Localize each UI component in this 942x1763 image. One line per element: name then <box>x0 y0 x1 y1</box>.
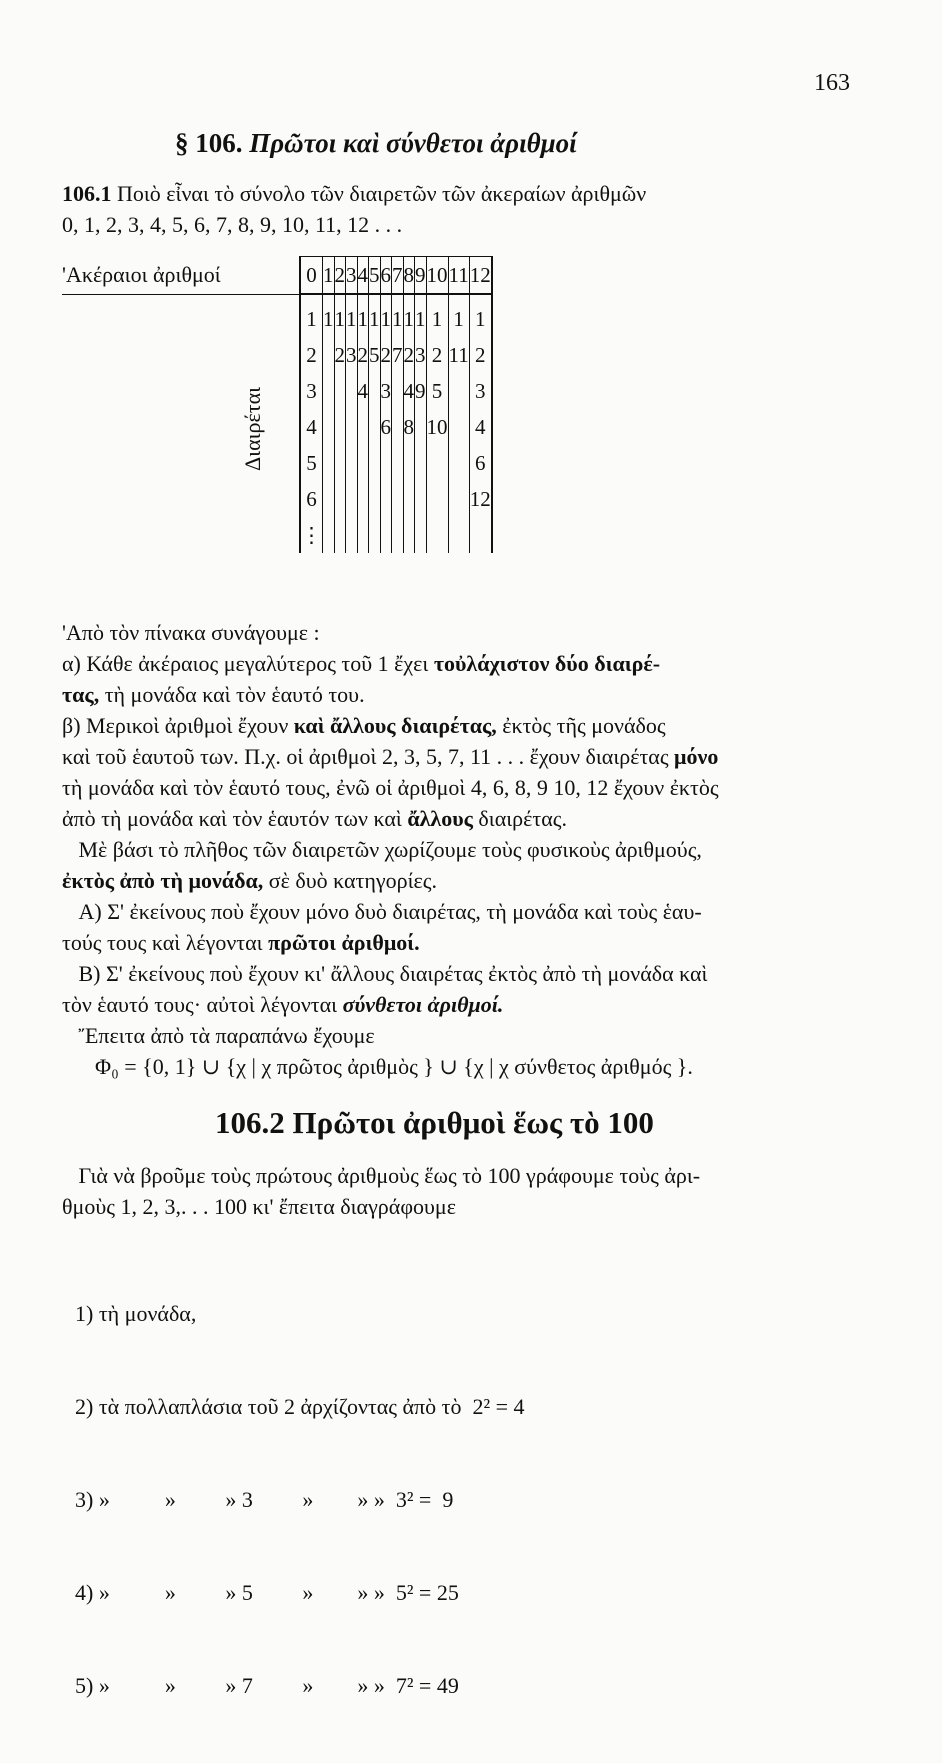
section-sign: § 106. <box>175 128 243 158</box>
integer-cell: 3 <box>346 257 358 295</box>
divisor-cell: 1 11 <box>448 294 469 553</box>
b-text-end: διαιρέτας. <box>478 806 567 831</box>
sieve-line-2: θμοὺς 1, 2, 3,. . . 100 κι' ἔπειτα διαγράφουμε <box>62 1194 456 1219</box>
integer-cell: 12 <box>469 257 492 295</box>
divisor-cell: 1 2 4 <box>357 294 369 553</box>
list-item: 1) τὴ μονάδα, <box>75 1301 197 1326</box>
divisor-cell: 1 <box>323 294 335 553</box>
prime-numbers-term: πρῶτοι ἀριθμοί. <box>268 930 420 955</box>
b-line-4: ἀπὸ τὴ μονάδα καὶ τὸν ἑαυτόν των καὶ <box>62 806 402 831</box>
b-emphasis: καὶ ἄλλους διαιρέτας, <box>293 713 497 738</box>
integer-cell: 5 <box>369 257 381 295</box>
divisor-row <box>300 294 492 553</box>
divisor-cell: 1 2 4 8 <box>403 294 415 553</box>
integer-cell: 10 <box>426 257 448 295</box>
list-item: 2) τὰ πολλαπλάσια τοῦ 2 ἀρχίζοντας ἀπὸ τὸ 2² = 4 <box>75 1394 525 1419</box>
B-line-1: Β) Σ' ἐκείνους ποὺ ἔχουν κι' ἄλλους διαιρέτας ἐκτὸς ἀπὸ τὴ μονάδα καὶ <box>78 961 708 986</box>
a-text: α) Κάθε ἀκέραιος μεγαλύτερος τοῦ 1 ἔχει <box>62 651 429 676</box>
paragraph-106-1 <box>62 178 842 240</box>
paragraph-106-2 <box>62 1160 842 1222</box>
integer-cell: 11 <box>448 257 469 295</box>
divisor-cell: 1 2 3 4 5 6 ⋮ <box>300 294 323 553</box>
divisor-grid <box>299 256 493 553</box>
section-heading-106-2: 106.2 Πρῶτοι ἀριθμοὶ ἕως τὸ 100 <box>215 1105 654 1140</box>
list-item: 5) » » » 7 » » » 7² = 49 <box>75 1673 459 1698</box>
c-text-end: σὲ δυὸ κατηγορίες. <box>268 868 437 893</box>
b-text: β) Μερικοὶ ἀριθμοὶ ἔχουν <box>62 713 289 738</box>
integer-cell: 6 <box>380 257 392 295</box>
composite-numbers-term: σύνθετοι ἀριθμοί. <box>342 992 504 1017</box>
b-line-3: τὴ μονάδα καὶ τὸν ἑαυτό τους, ἐνῶ οἱ ἀριθμοὶ 4, 6, 8, 9 10, 12 ἔχουν ἐκτὸς <box>62 775 719 800</box>
a-text-end: τὴ μονάδα καὶ τὸν ἑαυτό του. <box>104 682 365 707</box>
integer-cell: 2 <box>334 257 346 295</box>
integer-cell: 7 <box>392 257 404 295</box>
page-number: 163 <box>814 70 850 96</box>
list-item: 3) » » » 3 » » » 3² = 9 <box>75 1487 454 1512</box>
divisor-cell: 1 7 <box>392 294 404 553</box>
b-text-mid: ἐκτὸς τῆς μονάδος <box>502 713 666 738</box>
divisor-cell: 1 2 3 6 <box>380 294 392 553</box>
divisor-cell: 1 3 <box>346 294 358 553</box>
A-line-2: τούς τους καὶ λέγονται <box>62 930 263 955</box>
subsection-number: 106.1 <box>62 181 112 206</box>
b-emphasis-3: ἄλλους <box>407 806 473 831</box>
b-line-2: καὶ τοῦ ἑαυτοῦ των. Π.χ. οἱ ἀριθμοὶ 2, 3, 5, 7, 11 . . . ἔχουν διαιρέτας <box>62 744 669 769</box>
divisor-cell: 1 5 <box>369 294 381 553</box>
A-line-1: Α) Σ' ἐκείνους ποὺ ἔχουν μόνο δυὸ διαιρέτας, τὴ μονάδα καὶ τοὺς ἑαυ- <box>78 899 702 924</box>
side-label: Διαιρέται <box>240 386 265 471</box>
then-line: Ἔπειτα ἀπὸ τὰ παραπάνω ἔχουμε <box>78 1023 375 1048</box>
divisor-cell: 1 2 3 4 6 12 <box>469 294 492 553</box>
row-header: 'Ακέραιοι ἀριθμοί <box>62 256 299 295</box>
sieve-line-1: Γιὰ νὰ βροῦμε τοὺς πρώτους ἀριθμοὺς ἕως τὸ 100 γράφουμε τοὺς ἀρι- <box>78 1163 701 1188</box>
section-title: Πρῶτοι καὶ σύνθετοι ἀριθμοί <box>249 128 577 158</box>
integer-row <box>300 257 492 295</box>
conclusions <box>62 617 842 1082</box>
integer-sequence: 0, 1, 2, 3, 4, 5, 6, 7, 8, 9, 10, 11, 12 . . . <box>62 212 403 237</box>
integer-cell: 0 <box>300 257 323 295</box>
a-emphasis-2: τας, <box>62 682 100 707</box>
set-formula: Φ₀ = {0, 1} ∪ {χ | χ πρῶτος ἀριθμὸς } ∪ {χ | χ σύνθετος ἀριθμός }. <box>95 1054 693 1079</box>
divisor-cell: 1 3 9 <box>415 294 427 553</box>
c-emphasis: ἐκτὸς ἀπὸ τὴ μονάδα, <box>62 868 264 893</box>
list-item: 4) » » » 5 » » » 5² = 25 <box>75 1580 459 1605</box>
intro-line: 'Απὸ τὸν πίνακα συνάγουμε : <box>62 620 320 645</box>
question-text: Ποιὸ εἶναι τὸ σύνολο τῶν διαιρετῶν τῶν ἀκεραίων ἀριθμῶν <box>117 181 647 206</box>
integer-cell: 4 <box>357 257 369 295</box>
divisor-cell: 1 2 5 10 <box>426 294 448 553</box>
divisor-cell: 1 2 <box>334 294 346 553</box>
c-line-1: Μὲ βάσι τὸ πλῆθος τῶν διαιρετῶν χωρίζουμε τοὺς φυσικοὺς ἀριθμούς, <box>78 837 702 862</box>
integer-cell: 1 <box>323 257 335 295</box>
integer-cell: 8 <box>403 257 415 295</box>
b-emphasis-2: μόνο <box>674 744 719 769</box>
section-heading-106 <box>175 128 577 159</box>
integer-cell: 9 <box>415 257 427 295</box>
a-emphasis: τοὐλάχιστον δύο διαιρέ- <box>433 651 661 676</box>
B-line-2: τὸν ἑαυτό τους· αὐτοὶ λέγονται <box>62 992 338 1017</box>
